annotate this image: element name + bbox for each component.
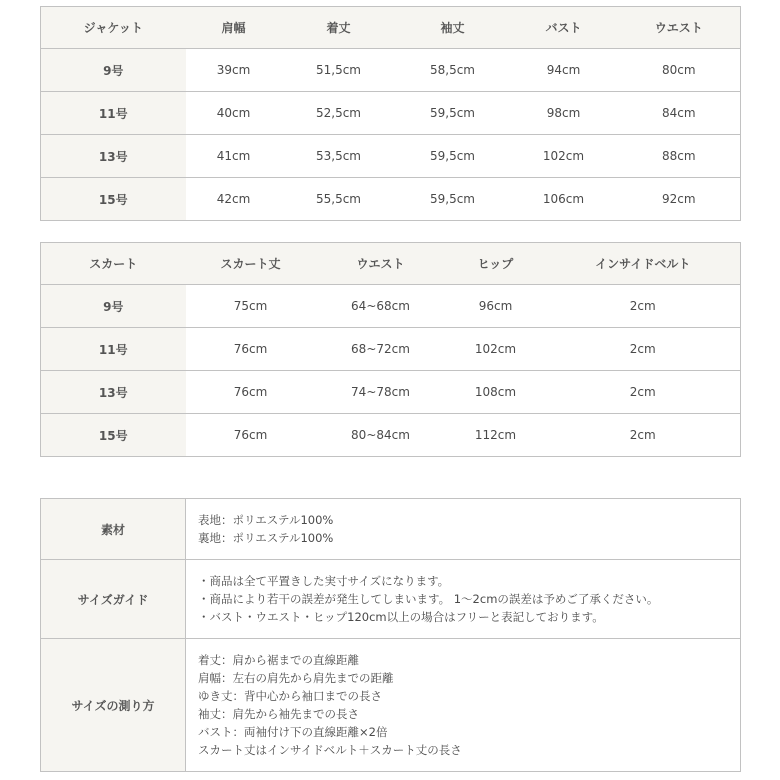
- info-line: 表地：ポリエステル100%: [198, 513, 334, 527]
- size-label: 11号: [41, 92, 186, 135]
- table-cell: 76cm: [186, 328, 316, 371]
- size-label: 13号: [41, 371, 186, 414]
- table-cell: 64~68cm: [316, 285, 446, 328]
- size-label: 15号: [41, 178, 186, 221]
- table-cell: 59,5cm: [396, 135, 510, 178]
- info-line: 着丈：肩から裾までの直線距離: [198, 653, 359, 667]
- info-line: ゆき丈：背中心から袖口までの長さ: [198, 689, 382, 703]
- table-cell: 76cm: [233, 428, 268, 442]
- table-cell: 52,5cm: [282, 92, 396, 135]
- size-label: 15号: [41, 414, 186, 457]
- skirt-header-cell: ウエスト: [316, 243, 446, 285]
- table-cell: 92cm: [661, 192, 696, 206]
- jacket-header-cell: 肩幅: [186, 7, 282, 49]
- jacket-row: [41, 92, 741, 135]
- skirt-row: [41, 371, 741, 414]
- info-line: ・商品により若干の誤差が発生してしまいます。 1〜2cmの誤差は予めご了承ください。: [198, 592, 659, 606]
- table-cell: 108cm: [446, 371, 546, 414]
- skirt-row: [41, 285, 741, 328]
- size-guide-value: [186, 560, 741, 639]
- table-cell: 112cm: [474, 428, 517, 442]
- table-cell: 2cm: [546, 328, 741, 371]
- table-cell: 42cm: [216, 192, 251, 206]
- table-cell: 59,5cm: [429, 192, 475, 206]
- table-cell: 53,5cm: [282, 135, 396, 178]
- info-row-material: [41, 499, 741, 560]
- jacket-header-row: [41, 7, 741, 49]
- table-cell: 40cm: [186, 92, 282, 135]
- measurement-label: サイズの測り方: [41, 639, 186, 772]
- skirt-header-row: [41, 243, 741, 285]
- size-label: 13号: [41, 135, 186, 178]
- jacket-size-table: [40, 6, 741, 221]
- skirt-header-cell: ヒップ: [446, 243, 546, 285]
- info-line: バスト：両袖付け下の直線距離×2倍: [198, 725, 388, 739]
- table-cell: 80cm: [618, 49, 741, 92]
- table-cell: 98cm: [510, 92, 618, 135]
- jacket-row: [41, 49, 741, 92]
- jacket-row: [41, 135, 741, 178]
- table-cell: 2cm: [546, 285, 741, 328]
- jacket-header-cell: 着丈: [282, 7, 396, 49]
- table-cell: 84cm: [618, 92, 741, 135]
- material-value: [186, 499, 741, 560]
- info-line: スカート丈はインサイドベルト＋スカート丈の長さ: [198, 743, 462, 757]
- table-cell: 55,5cm: [315, 192, 361, 206]
- table-cell: 51,5cm: [282, 49, 396, 92]
- table-cell: 2cm: [629, 428, 656, 442]
- product-info-table: [40, 498, 741, 772]
- info-row-measurement: [41, 639, 741, 772]
- table-cell: 74~78cm: [316, 371, 446, 414]
- jacket-header-cell: バスト: [510, 7, 618, 49]
- table-cell: 41cm: [186, 135, 282, 178]
- info-line: 袖丈：肩先から袖先までの長さ: [198, 707, 359, 721]
- table-cell: 94cm: [510, 49, 618, 92]
- skirt-row: [41, 328, 741, 371]
- table-cell: 88cm: [618, 135, 741, 178]
- table-cell: 96cm: [446, 285, 546, 328]
- table-cell: 75cm: [186, 285, 316, 328]
- skirt-header-cell: スカート丈: [186, 243, 316, 285]
- table-cell: 106cm: [542, 192, 585, 206]
- table-cell: 102cm: [510, 135, 618, 178]
- jacket-row: [41, 178, 741, 221]
- size-label: 9号: [41, 285, 186, 328]
- info-line: 肩幅：左右の肩先から肩先までの距離: [198, 671, 394, 685]
- table-cell: 76cm: [186, 371, 316, 414]
- material-label: 素材: [41, 499, 186, 560]
- info-line: ・バスト・ウエスト・ヒップ120cm以上の場合はフリーと表記しております。: [198, 610, 604, 624]
- info-row-size-guide: [41, 560, 741, 639]
- jacket-header-cell: ウエスト: [618, 7, 741, 49]
- table-cell: 39cm: [186, 49, 282, 92]
- skirt-header-cell: インサイドベルト: [546, 243, 741, 285]
- size-label: 9号: [41, 49, 186, 92]
- table-cell: 58,5cm: [396, 49, 510, 92]
- info-line: ・商品は全て平置きした実寸サイズになります。: [198, 574, 450, 588]
- jacket-header-cell: ジャケット: [41, 7, 186, 49]
- size-guide-label: サイズガイド: [41, 560, 186, 639]
- info-line: 裏地：ポリエステル100%: [198, 531, 334, 545]
- skirt-header-cell: スカート: [41, 243, 186, 285]
- measurement-value: [186, 639, 741, 772]
- table-cell: 68~72cm: [316, 328, 446, 371]
- table-cell: 80~84cm: [351, 428, 410, 442]
- skirt-row: [41, 414, 741, 457]
- jacket-header-cell: 袖丈: [396, 7, 510, 49]
- skirt-size-table: [40, 242, 741, 457]
- table-cell: 59,5cm: [396, 92, 510, 135]
- table-cell: 2cm: [546, 371, 741, 414]
- table-cell: 102cm: [446, 328, 546, 371]
- size-label: 11号: [41, 328, 186, 371]
